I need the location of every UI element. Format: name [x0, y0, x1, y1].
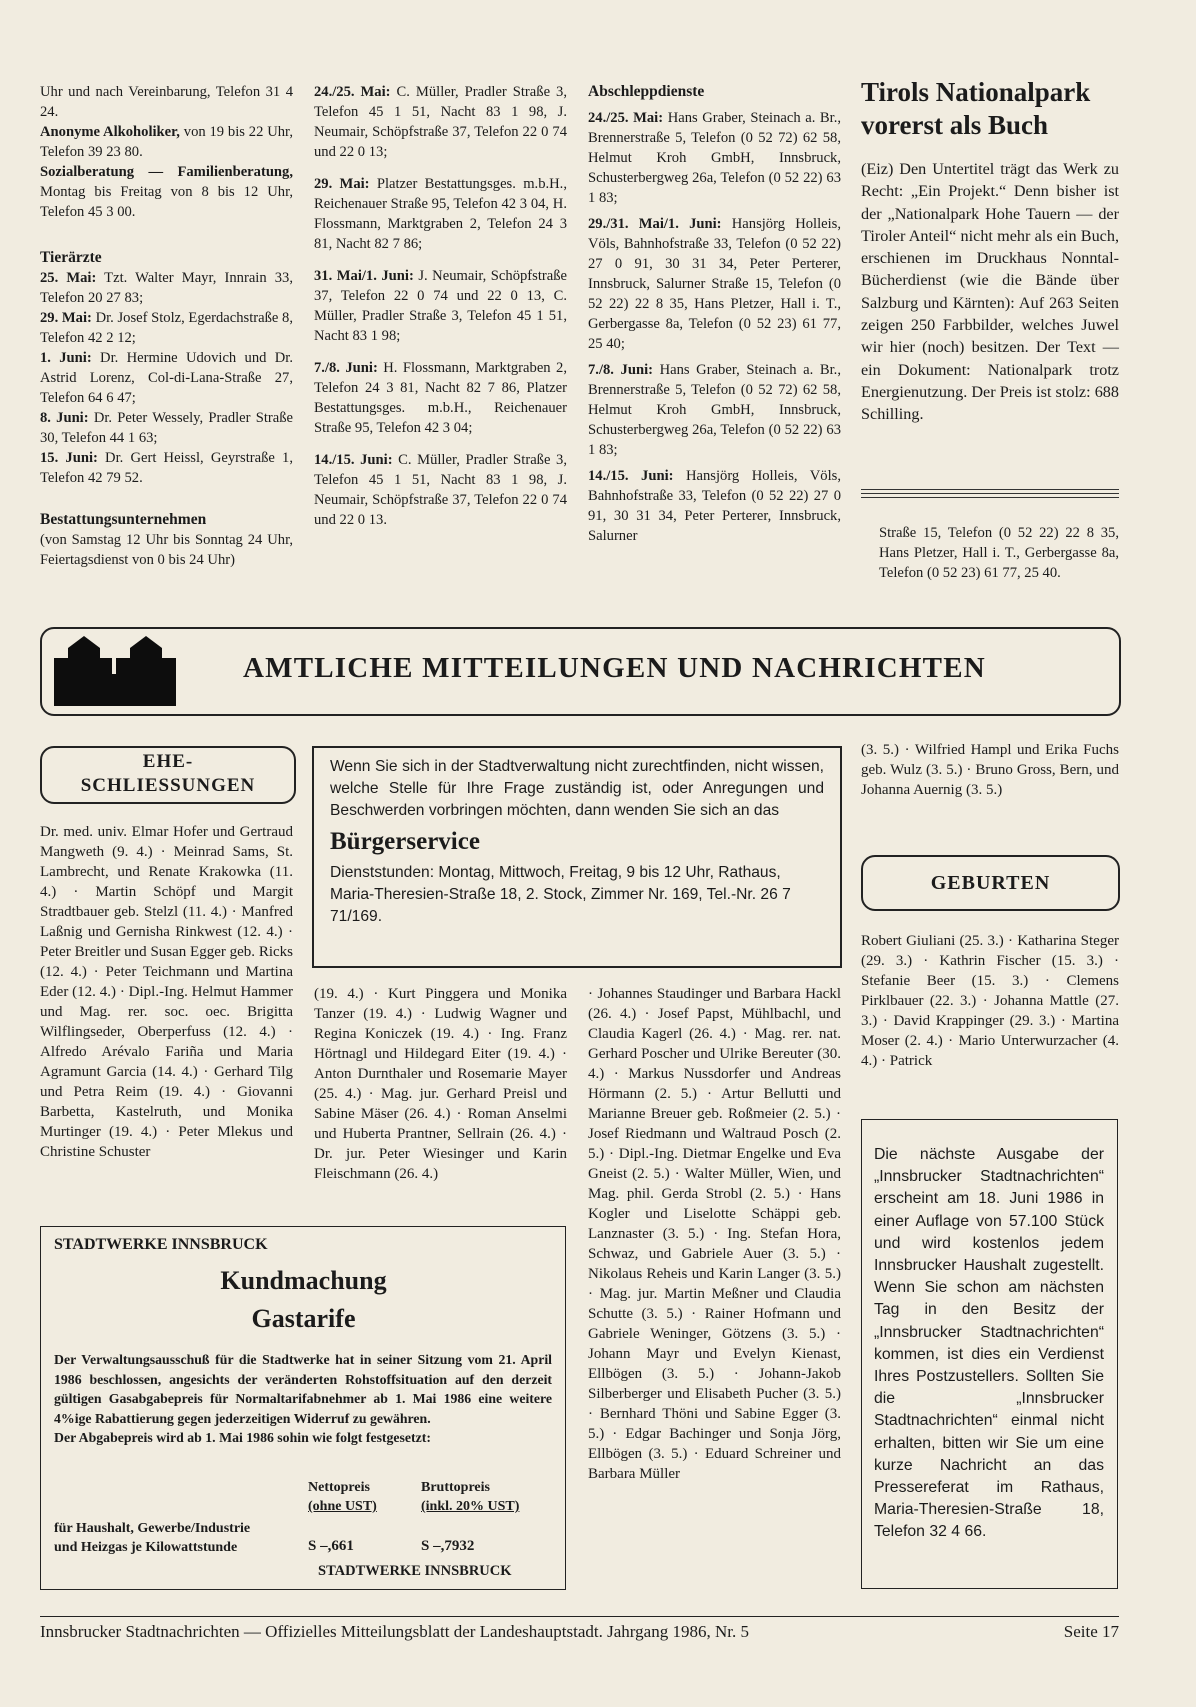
ehe-text: · Johannes Staudinger und Barbara Hackl (26. 4.) · Josef Papst, Mühlbachl, und Claudia Kagerl (26. 4.) · Mag. rer. nat. Gerhard Poscher und Ulrike Bereuter (30. 4.) · Markus Nussdorfer und Andreas Hörmann (2. 5.) · Artur Bellutti und Marianne Breuer geb. Roßmeier (2. 5.) · Josef Riedmann und Waltraud Posch (2. 5.) · Dipl.-Ing. Dietmar Engelke und Eva Gneist (2. 5.) · Walter Müller, Wien, und Mag. phil. Gerda Strobl (2. 5.) · Hans Kogler und Liselotte Schäppi geb. Lanznaster (3. 5.) · Ing. Stefan Hora, Schwaz, und Gabriele Auer (3. 5.) · Nikolaus Reheis und Karin Langer (3. 5.) · Mag. jur. Martin Meßner und Claudia Schutte (3. 5.) · Rainer Hofmann und Gabriele Weninger, Götzens (3. 5.) · Johann Mayr und Evelyn Kienast, Ellbögen (3. 5.) · Johann-Jakob Silberberger und Elisabeth Pucher (3. 5.) · Bernhard Thöni und Sabine Egger (3. 5.) · Edgar Bachinger und Sonja Jörg, Ellbögen (3. 5.) · Eduard Schreiner und Barbara Müller: [588, 986, 841, 1482]
stadtwerke-body-text-2: Der Abgabepreis wird ab 1. Mai 1986 sohin wie folgt festgesetzt:: [54, 1430, 431, 1446]
entry-date: 14./15. Juni:: [314, 452, 393, 468]
row-label-line: für Haushalt, Gewerbe/Industrie: [54, 1521, 251, 1536]
page-number: Seite 17: [1063, 1622, 1119, 1641]
kundmachung-title: Kundmachung: [220, 1266, 387, 1295]
netto-value: S –,661: [308, 1538, 354, 1554]
banner-title: AMTLICHE MITTEILUNGEN UND NACHRICHTEN: [243, 652, 986, 684]
stadtwerke-header: STADTWERKE INNSBRUCK: [54, 1236, 268, 1253]
abschlepp-entry: [588, 360, 841, 460]
tier-text: Dr. Hermine Udovich und Dr. Astrid Lorenz, Col-di-Lana-Straße 27, Telefon 64 6 47;: [40, 350, 293, 406]
tier-entry: [40, 448, 293, 488]
tier-date: 15. Juni:: [40, 450, 98, 466]
tier-text: Dr. Peter Wessely, Pradler Straße 30, Telefon 44 1 63;: [40, 410, 294, 446]
entry-date: 7./8. Juni:: [314, 360, 378, 376]
entry-text: J. Neumair, Schöpfstraße 37, Telefon 22 0 74 und 22 0 13, C. Müller, Pradler Straße 3, Telefon 45 1 51, Nacht 83 1 98;: [314, 268, 567, 344]
tier-text: Dr. Josef Stolz, Egerdachstraße 8, Telefon 42 2 12;: [40, 310, 293, 346]
geburten-text: [861, 931, 1119, 1071]
entry-text: H. Flossmann, Marktgraben 2, Telefon 24 3 81, Nacht 82 7 86, Platzer Bestattungsges. m.b.H., Reichenauer Straße 95, Telefon 42 3 04;: [314, 360, 567, 436]
buergerservice-intro: Wenn Sie sich in der Stadtverwaltung nicht zurechtfinden, nicht wissen, welche Stelle für Ihre Frage zuständig ist, oder Anregungen und Beschwerden vorbringen möchten, dann wenden Sie sich an das: [330, 758, 824, 819]
ehe-heading: [40, 746, 296, 804]
ehe-text: Dr. med. univ. Elmar Hofer und Gertraud Mangweth (9. 4.) · Meinrad Sams, St. Lambrecht, und Renate Krakowka (11. 4.) · Martin Schöpf und Margit Stradtbauer geb. Stelzl (11. 4.) · Manfred Laßnig und Gernisha Rinkwest (12. 4.) · Peter Breitler und Susan Egger geb. Ricks (12. 4.) · Peter Teichmann und Martina Eder (12. 4.) · Dipl.-Ing. Helmut Hammer und Mag. rer. soc. oec. Brigitta Wilflingseder, Oberperfuss (12. 4.) · Alfredo Arévalo Fariña und Maria Agramunt Garcia (14. 4.) · Gerhard Tilg und Petra Reim (19. 4.) · Giovanni Barbetta, Kastelruth, und Monika Murtinger (19. 4.) · Peter Mlekus und Christine Schuster: [40, 824, 293, 1160]
column-1: [40, 82, 293, 570]
naechste-ausgabe-text: [874, 1144, 1104, 1544]
stadtwerke-signature: STADTWERKE INNSBRUCK: [318, 1563, 512, 1579]
entry-text: Platzer Bestattungsges. m.b.H., Reichenauer Straße 95, Telefon 42 3 04, H. Flossmann, Marktgraben 2, Telefon 24 3 81, Nacht 82 7 86;: [314, 176, 567, 252]
column-3: [588, 82, 841, 546]
tier-date: 8. Juni:: [40, 410, 89, 426]
entry-text: Hans Graber, Steinach a. Br., Brennerstraße 5, Telefon (0 52 72) 62 58, Helmut Kroh GmbH, Innsbruck, Schusterbergweg 26a, Telefon (0 52 22) 63 1 83;: [588, 110, 841, 206]
bestattung-entry: [314, 358, 567, 438]
stadtwerke-body-text: Der Verwaltungsausschuß für die Stadtwerke hat in seiner Sitzung vom 21. April 1986 beschlossen, angesichts der veränderten Rohstoffsituation auf den derzeit gültigen Gasabgabepreis für Normaltarifabnehmer ab 1. Mai 1986 eine weitere 4%ige Rabattierung gegen jederzeitigen Widerruf zu gewähren.: [54, 1352, 552, 1426]
ehe-column-d: [861, 740, 1119, 800]
ehe-text: (3. 5.) · Wilfried Hampl und Erika Fuchs geb. Wulz (3. 5.) · Bruno Gross, Bern, und Johanna Auernig (3. 5.): [861, 742, 1119, 798]
brutto-sub: (inkl. 20% UST): [421, 1499, 520, 1514]
nationalpark-text: [861, 158, 1119, 426]
sozial-text: Montag bis Freitag von 8 bis 12 Uhr, Telefon 45 3 00.: [40, 184, 293, 220]
entry-text: Hansjörg Holleis, Völs, Bahnhofstraße 33, Telefon (0 52 22) 27 0 91, 30 31 34, Peter Perterer, Innsbruck, Salurner: [588, 468, 841, 544]
abschlepp-entry: [588, 214, 841, 354]
bestattung-entry: [314, 266, 567, 346]
entry-date: 24./25. Mai:: [314, 84, 391, 100]
entry-text: C. Müller, Pradler Straße 3, Telefon 45 1 51, Nacht 83 1 98, J. Neumair, Schöpfstraße 37, Telefon 22 0 74 und 22 0 13.: [314, 452, 567, 528]
tier-entry: [40, 268, 293, 308]
gastarife-title: Gastarife: [251, 1304, 356, 1333]
entry-date: 24./25. Mai:: [588, 110, 664, 126]
geburten-heading-text: GEBURTEN: [930, 872, 1051, 894]
netto-label: Nettopreis: [308, 1480, 370, 1495]
bestattung-entry: [314, 82, 567, 162]
stadtwerke-body: [54, 1350, 552, 1448]
row-label-line: und Heizgas je Kilowattstunde: [54, 1540, 238, 1555]
tier-entry: [40, 408, 293, 448]
city-logo-icon: [54, 634, 200, 706]
col1-alk: [40, 122, 293, 162]
bestattung-heading: Bestattungsunternehmen: [40, 511, 207, 528]
buergerservice-title: Bürgerservice: [330, 828, 480, 855]
bestattung-entry: [314, 450, 567, 530]
bestattung-text: (von Samstag 12 Uhr bis Sonntag 24 Uhr, Feiertagsdienst von 0 bis 24 Uhr): [40, 532, 293, 568]
col-brutto-header: [421, 1478, 519, 1516]
nationalpark-body: (Eiz) Den Untertitel trägt das Werk zu Recht: „Ein Projekt.“ Denn bisher ist der „Nationalpark Hohe Tauern — der Tiroler Anteil“ nicht mehr als ein Buch, erschienen im Druckhaus Nonntal-Bücherdienst (wie die Bände über Salzburg und Kärnten): Auf 263 Seiten zeigen 250 Farbbilder, welches Juwel wir hier (noch) besitzen. Der Text — ein Dokument: Nationalpark trotz Energienutzung. Der Preis ist stolz: 688 Schilling.: [861, 160, 1119, 424]
divider: [861, 489, 1119, 490]
alk-label: Anonyme Alkoholiker,: [40, 124, 180, 140]
ehe-text: (19. 4.) · Kurt Pinggera und Monika Tanzer (19. 4.) · Ludwig Wagner und Regina Koniczek (19. 4.) · Ing. Franz Hörtnagl und Hildegard Eiter (19. 4.) · Anton Durnthaler und Rosemarie Mayer (25. 4.) · Mag. jur. Gerhard Preisl und Sabine Mäser (26. 4.) · Roman Anselmi und Huberta Prantner, Sellrain (26. 4.) · Dr. jur. Peter Wiesinger und Karin Fleischmann (26. 4.): [314, 986, 567, 1182]
col1-sozial: [40, 162, 293, 222]
geburten-heading: [861, 855, 1120, 911]
tier-text: Tzt. Walter Mayr, Innrain 33, Telefon 20 27 83;: [40, 270, 293, 306]
abschlepp-entry: [588, 466, 841, 546]
entry-date: 7./8. Juni:: [588, 362, 653, 378]
col-netto-header: [308, 1478, 377, 1516]
entry-date: 29. Mai:: [314, 176, 370, 192]
footer-publication: Innsbrucker Stadtnachrichten — Offizielles Mitteilungsblatt der Landeshauptstadt. Jahrgang 1986, Nr. 5: [40, 1622, 749, 1641]
tier-date: 1. Juni:: [40, 350, 92, 366]
ehe-heading-line: EHE-: [142, 751, 194, 772]
abschlepp-entry: [588, 108, 841, 208]
page-footer: [40, 1622, 1119, 1642]
netto-sub: (ohne UST): [308, 1499, 377, 1514]
entry-text: Hansjörg Holleis, Völs, Bahnhofstraße 33, Telefon (0 52 22) 27 0 91, 30 31 34, Peter Perterer, Innsbruck, Salurner Straße 15, Telefon (0 52 22) 22 8 35, Hans Pletzer, Hall i. T., Gerbergasse 8a, Telefon (0 52 23) 61 77, 25 40;: [588, 216, 841, 352]
tier-date: 25. Mai:: [40, 270, 97, 286]
brutto-value: S –,7932: [421, 1538, 475, 1554]
row-label: [54, 1519, 250, 1557]
ehe-column-a: [40, 822, 293, 1162]
entry-date: 14./15. Juni:: [588, 468, 674, 484]
buergerservice-hours: Dienststunden: Montag, Mittwoch, Freitag, 9 bis 12 Uhr, Rathaus, Maria-Theresien-Straße 18, 2. Stock, Zimmer Nr. 169, Tel.-Nr. 26 7 71/169.: [330, 864, 791, 925]
alk-text: von 19 bis 22 Uhr, Telefon 39 23 80.: [40, 124, 293, 160]
col1-lead: Uhr und nach Vereinbarung, Telefon 31 4 24.: [40, 84, 293, 120]
buergerservice-content: [330, 756, 824, 928]
entry-date: 29./31. Mai/1. Juni:: [588, 216, 722, 232]
abschlepp-heading: Abschleppdienste: [588, 83, 705, 100]
bestattung-entry: [314, 174, 567, 254]
entry-text: Hans Graber, Steinach a. Br., Brennerstraße 5, Telefon (0 52 72) 62 58, Helmut Kroh GmbH, Innsbruck, Schusterbergweg 26a, Telefon (0 52 22) 63 1 83;: [588, 362, 841, 458]
ehe-column-b: [314, 984, 567, 1184]
tier-date: 29. Mai:: [40, 310, 92, 326]
naechste-body: Die nächste Ausgabe der „Innsbrucker Stadtnachrichten“ erscheint am 18. Juni 1986 in einer Auflage von 57.100 Stück und wird kostenlos jedem Innsbrucker Haushalt zugestellt. Wenn Sie schon am nächsten Tag in den Besitz der „Innsbrucker Stadtnachrichten“ kommen, ist dies ein Verdienst Ihres Postzustellers. Sollten Sie die „Innsbrucker Stadtnachrichten“ einmal nicht erhalten, bitten wir Sie um eine kurze Nachricht an das Pressereferat im Rathaus, Maria-Theresien-Straße 18, Telefon 32 4 66.: [874, 1146, 1104, 1541]
ehe-column-c: [588, 984, 841, 1484]
brutto-label: Bruttopreis: [421, 1480, 490, 1495]
tier-heading: Tierärzte: [40, 249, 102, 266]
sozial-label: Sozialberatung — Familienberatung,: [40, 164, 293, 180]
ehe-heading-line: SCHLIESSUNGEN: [80, 775, 256, 796]
abschlepp-continuation: [879, 523, 1119, 583]
footer-divider: [40, 1616, 1119, 1617]
tier-text: Dr. Gert Heissl, Geyrstraße 1, Telefon 42 79 52.: [40, 450, 293, 486]
column-2: [314, 82, 567, 530]
nationalpark-title: Tirols Nationalpark vorerst als Buch: [861, 77, 1091, 140]
entry-date: 31. Mai/1. Juni:: [314, 268, 414, 284]
continuation-text: Straße 15, Telefon (0 52 22) 22 8 35, Hans Pletzer, Hall i. T., Gerbergasse 8a, Telefon (0 52 23) 61 77, 25 40.: [879, 525, 1119, 581]
divider: [861, 493, 1119, 494]
tier-entry: [40, 348, 293, 408]
tier-entry: [40, 308, 293, 348]
entry-text: C. Müller, Pradler Straße 3, Telefon 45 1 51, Nacht 83 1 98, J. Neumair, Schöpfstraße 37, Telefon 22 0 74 und 22 0 13;: [314, 84, 567, 160]
divider: [861, 497, 1119, 498]
geburten-body: Robert Giuliani (25. 3.) · Katharina Steger (29. 3.) · Kathrin Fischer (15. 3.) · Stefanie Beer (15. 3.) · Clemens Pirklbauer (22. 3.) · Johanna Mattle (27. 3.) · David Krappinger (29. 3.) · Martina Moser (2. 4.) · Mario Unterwurzacher (4. 4.) · Patrick: [861, 933, 1119, 1069]
